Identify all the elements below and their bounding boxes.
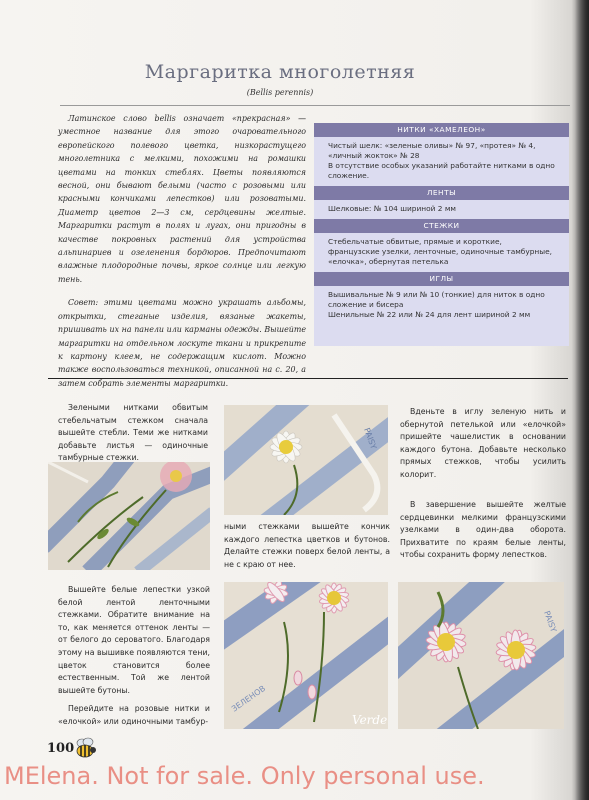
bee-icon [72, 736, 98, 760]
svg-text:ЗЕЛЕНОВ: ЗЕЛЕНОВ [229, 683, 268, 714]
step-6-paragraph: В завершение вышейте желтые сердцевинки мелкими французскими узелками в один-два оборота. Прихватите по краям белые ленты, чтобы сохранить форму лепестков. [400, 500, 566, 560]
page-subtitle: (Bellis perennis) [246, 88, 314, 97]
ribbons-heading: ЛЕНТЫ [314, 186, 569, 200]
photo-white-petals [224, 405, 388, 515]
step-3-text [58, 703, 210, 728]
finished-daisy-image [398, 582, 564, 729]
svg-text:PAISY: PAISY [542, 609, 559, 634]
step-2-text [58, 584, 210, 697]
section-divider [48, 378, 568, 379]
step-1-paragraph: Зелеными нитками обвитым стебельчатым стежком сначала вышейте стебли. Теми же нитками добавьте листья — одиночные тамбурные стежки. [58, 403, 208, 463]
page-title: Маргаритка многолетняя [144, 61, 416, 83]
photo-stems [48, 462, 210, 570]
needles-text: Вышивальные № 9 или № 10 (тонкие) для ниток в одно сложение и бисера Шенильные № 22 или № 24 для лент шириной 2 мм [328, 290, 545, 319]
step-3-paragraph: Перейдите на розовые нитки и «елочкой» или одиночными тамбур- [58, 704, 210, 726]
tip-paragraph: Совет: этими цветами можно украшать альбомы, открытки, стеганые изделия, вязаные жакеты, пришивать их на панели или карманы одежды. Вышейте маргаритки на отдельном лоскуте ткани и прикрепите к картону клеем, не содержащим кислот. Можно также воспользоваться техникой, описанной на с. 20, а затем собрать элементы маргаритки. [58, 298, 306, 388]
step-4-paragraph: ными стежками вышейте кончик каждого лепестка цветков и бутонов. Делайте стежки поверх белой ленты, а не с краю от нее. [224, 522, 390, 569]
book-spine-shadow [575, 0, 589, 800]
intro-paragraph: Латинское слово bellis означает «прекрасная» — уместное название для этого очаровательного европейского полевого цветка, низкорастущего многолетника с мелкими, похожими на ромашки цветами на тонких стеблях. Цветы появляются весной, они бывают белыми (часто с розовыми или красными кончиками лепестков) или розоватыми. Диаметр цветов 2—3 см, сердцевины желтые. Маргаритки растут в полях и лугах, они пригодны в качестве покровных растений для устройства альпинариев и озеленения бордюров. Предпочитают влажные плодородные почвы, яркое солнце или легкую тень. [58, 114, 306, 284]
page-number: 100 [47, 741, 75, 756]
step-5-text [400, 406, 566, 482]
step-4-text [224, 521, 390, 571]
title-rule [60, 105, 570, 106]
step-1-text [58, 402, 208, 465]
watermark: MElena. Not for sale. Only personal use. [4, 762, 485, 790]
threads-heading: НИТКИ «ХАМЕЛЕОН» [314, 123, 569, 137]
stitches-heading: СТЕЖКИ [314, 219, 569, 233]
photo-pink-tips [224, 582, 388, 729]
intro-text [58, 112, 306, 400]
step-5-paragraph: Вденьте в иглу зеленую нить и обернутой петелькой или «елочкой» пришейте чашелистик в основании каждого бутона. Добавьте несколько прямых стежков, чтобы усилить колорит. [400, 407, 566, 479]
stems-embroidery-image [48, 462, 210, 570]
needles-heading: ИГЛЫ [314, 272, 569, 286]
materials-box [314, 123, 569, 346]
verde-label: Verde [352, 713, 388, 727]
step-6-text [400, 499, 566, 562]
svg-text:PAISY: PAISY [362, 426, 379, 451]
photo-finished-daisy [398, 582, 564, 729]
white-petals-image [224, 405, 388, 515]
stitches-text: Стебельчатые обвитые, прямые и короткие, французские узелки, ленточные, одиночные тамбурные, «елочка», обернутая петелька [328, 237, 552, 266]
pink-tips-image [224, 582, 388, 729]
ribbons-text: Шелковые: № 104 шириной 2 мм [328, 204, 456, 213]
step-2-paragraph: Вышейте белые лепестки узкой белой лентой ленточными стежками. Обратите внимание на то, как меняется оттенок ленты — от белого до сероватого. Благодаря этому на вышивке появляются тени, цветок становится более естественным. Той же лентой вышейте бутоны. [58, 585, 210, 695]
threads-text: Чистый шелк: «зеленые оливы» № 97, «протея» № 4, «личный жокток» № 28 В отсутствие особых указаний работайте нитками в одно сложение. [328, 141, 555, 180]
